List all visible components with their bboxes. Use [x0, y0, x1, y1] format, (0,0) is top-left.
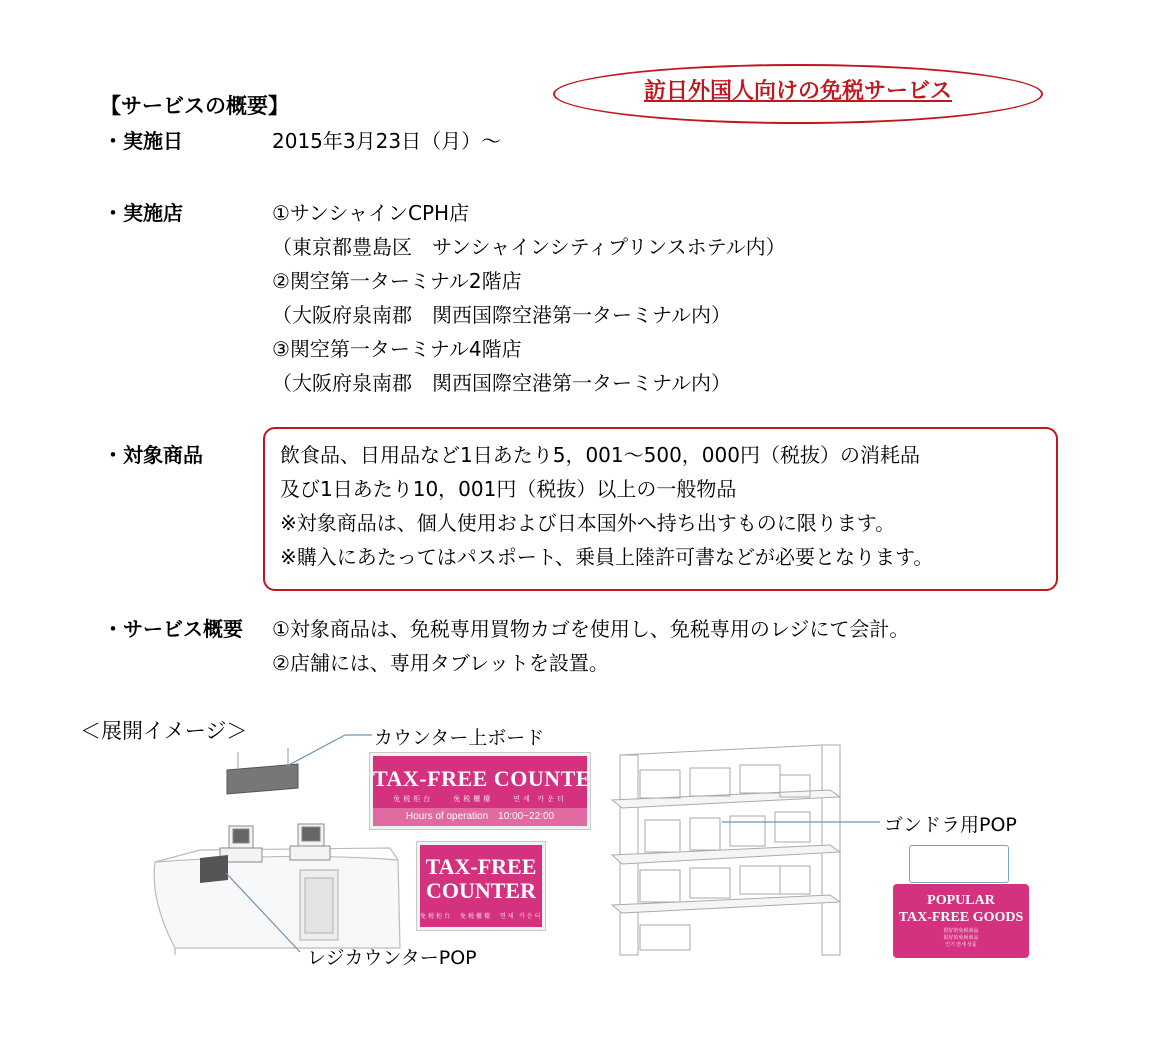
board2-line1: TAX-FREE [425, 854, 537, 879]
gondola-pop-sign [893, 884, 1029, 958]
service-label: ・サービス概要 [103, 617, 243, 641]
board3-line2: TAX-FREE GOODS [898, 910, 1024, 925]
callout-gondola-pop: ゴンドラ用POP [884, 814, 1017, 836]
board1-title: TAX-FREE COUNTER [373, 766, 608, 791]
store-line: （東京都豊島区 サンシャインシティプリンスホテル内） [272, 235, 786, 259]
product-line: 及び1日あたり10，001円（税抜）以上の一般物品 [280, 477, 737, 501]
product-line: ※対象商品は、個人使用および日本国外へ持ち出すものに限ります。 [280, 511, 896, 535]
callout-register-pop: レジカウンターPOP [307, 947, 477, 969]
board3-sub2: 很好的免稅商品 [943, 936, 979, 941]
board1-hours: Hours of operation 10:00~22:00 [373, 808, 587, 826]
shelf-graphic [612, 745, 840, 955]
products-label: ・対象商品 [103, 443, 203, 467]
board2-sub: 免税柜台 免税櫃檯 면세 카운터 [420, 914, 543, 920]
board2-line2: COUNTER [425, 878, 536, 903]
badge-title: 訪日外国人向けの免税サービス [643, 79, 952, 104]
register-pop-graphic [200, 855, 228, 883]
store-line: ②関空第一ターミナル2階店 [272, 269, 522, 293]
section-title: 【サービスの概要】 [100, 94, 289, 118]
store-line: ①サンシャインCPH店 [272, 201, 470, 225]
store-line: （大阪府泉南郡 関西国際空港第一ターミナル内） [272, 371, 731, 395]
service-line: ②店舗には、専用タブレットを設置。 [272, 651, 609, 675]
board3-line1: POPULAR [927, 893, 995, 908]
store-line: （大阪府泉南郡 関西国際空港第一ターミナル内） [272, 303, 731, 327]
product-line: 飲食品、日用品など1日あたり5，001～500，000円（税抜）の消耗品 [280, 443, 920, 467]
store-line: ③関空第一ターミナル4階店 [272, 337, 522, 361]
register-pop-sign [417, 842, 545, 930]
counter-graphic [154, 848, 400, 955]
stores-label: ・実施店 [103, 201, 183, 225]
date-value: 2015年3月23日（月）～ [272, 129, 502, 153]
board1-sub: 免税柜台 免税櫃檯 면세 카운터 [393, 795, 567, 803]
date-label: ・実施日 [103, 129, 183, 153]
counter-board-sign [370, 753, 608, 829]
illustration-title: ＜展開イメージ＞ [80, 719, 248, 743]
callout-counter-board: カウンター上ボード [374, 727, 545, 749]
gondola-pop-frame [909, 845, 1009, 883]
service-line: ①対象商品は、免税専用買物カゴを使用し、免税専用のレジにて会計。 [272, 617, 910, 641]
board3-sub1: 很好的免税商品 [943, 929, 979, 934]
product-line: ※購入にあたってはパスポート、乗員上陸許可書などが必要となります。 [280, 545, 934, 569]
board3-sub3: 인기 면세 상품 [945, 943, 977, 948]
hanging-board-graphic [227, 748, 298, 794]
